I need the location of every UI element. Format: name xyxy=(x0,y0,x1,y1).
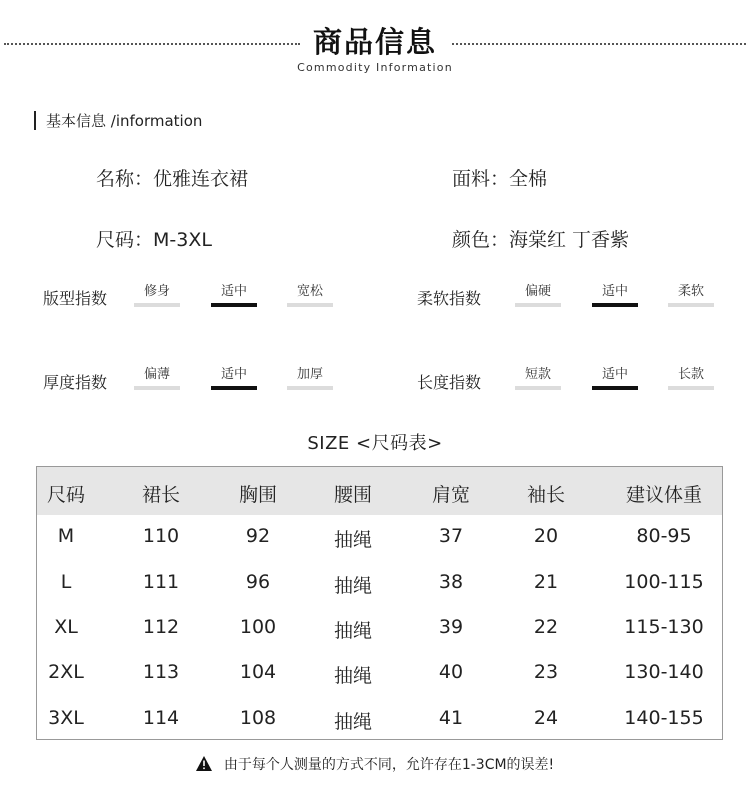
size-table-cell: 108 xyxy=(239,707,277,729)
index-option-bar xyxy=(515,303,561,307)
index-option-bar xyxy=(134,386,180,390)
size-table-header-cell: 袖长 xyxy=(526,484,566,506)
index-option-label: 适中 xyxy=(601,284,628,299)
notice-text: 由于每个人测量的方式不同，允许存在1-3CM的误差! xyxy=(223,757,555,773)
size-table-cell: 111 xyxy=(142,571,180,593)
size-table-cell: L xyxy=(60,571,72,593)
index-option-selected xyxy=(592,366,638,390)
index-option-selected xyxy=(211,283,257,307)
warning-icon xyxy=(196,756,212,775)
index-option-bar xyxy=(515,386,561,390)
index-option-bar xyxy=(592,303,638,307)
page-title: 商品信息 xyxy=(312,25,437,59)
index-option-bar xyxy=(592,386,638,390)
index-label: 柔软指数 xyxy=(417,289,482,308)
size-table-cell: 130-140 xyxy=(624,661,704,683)
size-table-cell: 24 xyxy=(533,707,559,729)
index-option-label: 修身 xyxy=(143,284,170,299)
index-option-bar xyxy=(287,386,333,390)
size-table-cell: 23 xyxy=(533,661,559,683)
size-table-header-cell: 尺码 xyxy=(46,484,86,506)
section-marker xyxy=(34,111,36,130)
index-option-label: 偏薄 xyxy=(143,367,170,382)
size-table-cell: 抽绳 xyxy=(333,711,373,733)
index-option xyxy=(515,283,561,307)
size-table-cell: 20 xyxy=(533,525,559,547)
index-option-label: 长款 xyxy=(677,367,704,382)
size-table-cell: 112 xyxy=(142,616,180,638)
product-colors: 颜色：海棠红 丁香紫 xyxy=(452,229,630,251)
index-option xyxy=(668,283,714,307)
size-table-cell: 92 xyxy=(245,525,271,547)
index-option-bar xyxy=(134,303,180,307)
size-table-cell: 104 xyxy=(239,661,277,683)
size-table-cell: 抽绳 xyxy=(333,575,373,597)
index-option-label: 宽松 xyxy=(296,284,323,299)
size-table-cell: 抽绳 xyxy=(333,665,373,687)
size-table-header-cell: 肩宽 xyxy=(431,484,471,506)
size-table-cell: 100-115 xyxy=(624,571,704,593)
size-table-cell: M xyxy=(57,525,75,547)
index-option-selected xyxy=(211,366,257,390)
index-option-bar xyxy=(211,386,257,390)
size-table xyxy=(36,466,723,740)
size-table-cell: 37 xyxy=(438,525,464,547)
size-table-cell: 100 xyxy=(239,616,277,638)
index-label: 厚度指数 xyxy=(43,373,108,392)
measurement-notice xyxy=(0,754,750,775)
index-option-label: 加厚 xyxy=(296,367,323,382)
index-option xyxy=(134,283,180,307)
size-table-cell: 114 xyxy=(142,707,180,729)
index-option xyxy=(287,366,333,390)
index-option xyxy=(515,366,561,390)
product-name: 名称：优雅连衣裙 xyxy=(96,168,249,190)
index-option-label: 适中 xyxy=(601,367,628,382)
size-table-cell: 80-95 xyxy=(636,525,692,547)
section-title: 基本信息 /information xyxy=(46,112,203,130)
size-table-header-cell: 胸围 xyxy=(238,484,278,506)
index-option xyxy=(668,366,714,390)
page-subtitle: Commodity Information xyxy=(297,61,453,74)
index-option-label: 短款 xyxy=(524,367,551,382)
size-table-cell: 抽绳 xyxy=(333,620,373,642)
size-table-cell: 21 xyxy=(533,571,559,593)
size-table-header-cell: 腰围 xyxy=(333,484,373,506)
index-option xyxy=(287,283,333,307)
size-table-cell: 22 xyxy=(533,616,559,638)
index-option-label: 柔软 xyxy=(677,284,704,299)
size-table-cell: 96 xyxy=(245,571,271,593)
index-option-label: 偏硬 xyxy=(524,284,551,299)
size-table-cell: 113 xyxy=(142,661,180,683)
size-table-header-cell: 裙长 xyxy=(141,484,181,506)
size-table-cell: 抽绳 xyxy=(333,529,373,551)
index-option-label: 适中 xyxy=(220,284,247,299)
size-table-cell: 115-130 xyxy=(624,616,704,638)
size-table-cell: XL xyxy=(54,616,78,638)
size-table-cell: 3XL xyxy=(48,707,84,729)
size-table-cell: 2XL xyxy=(48,661,84,683)
product-size-range: 尺码：M-3XL xyxy=(96,229,212,251)
index-label: 版型指数 xyxy=(43,289,108,308)
index-option-bar xyxy=(668,386,714,390)
index-option-label: 适中 xyxy=(220,367,247,382)
index-option-bar xyxy=(668,303,714,307)
size-table-cell: 38 xyxy=(438,571,464,593)
index-label: 长度指数 xyxy=(417,373,482,392)
index-option-selected xyxy=(592,283,638,307)
size-table-header-cell: 建议体重 xyxy=(625,484,703,506)
size-table-title: SIZE <尺码表> xyxy=(307,433,443,454)
size-table-header xyxy=(37,467,722,515)
index-option-bar xyxy=(211,303,257,307)
size-table-cell: 41 xyxy=(438,707,464,729)
size-table-cell: 40 xyxy=(438,661,464,683)
index-option xyxy=(134,366,180,390)
size-table-cell: 110 xyxy=(142,525,180,547)
product-fabric: 面料：全棉 xyxy=(452,168,548,190)
size-table-cell: 140-155 xyxy=(624,707,704,729)
index-option-bar xyxy=(287,303,333,307)
size-table-cell: 39 xyxy=(438,616,464,638)
